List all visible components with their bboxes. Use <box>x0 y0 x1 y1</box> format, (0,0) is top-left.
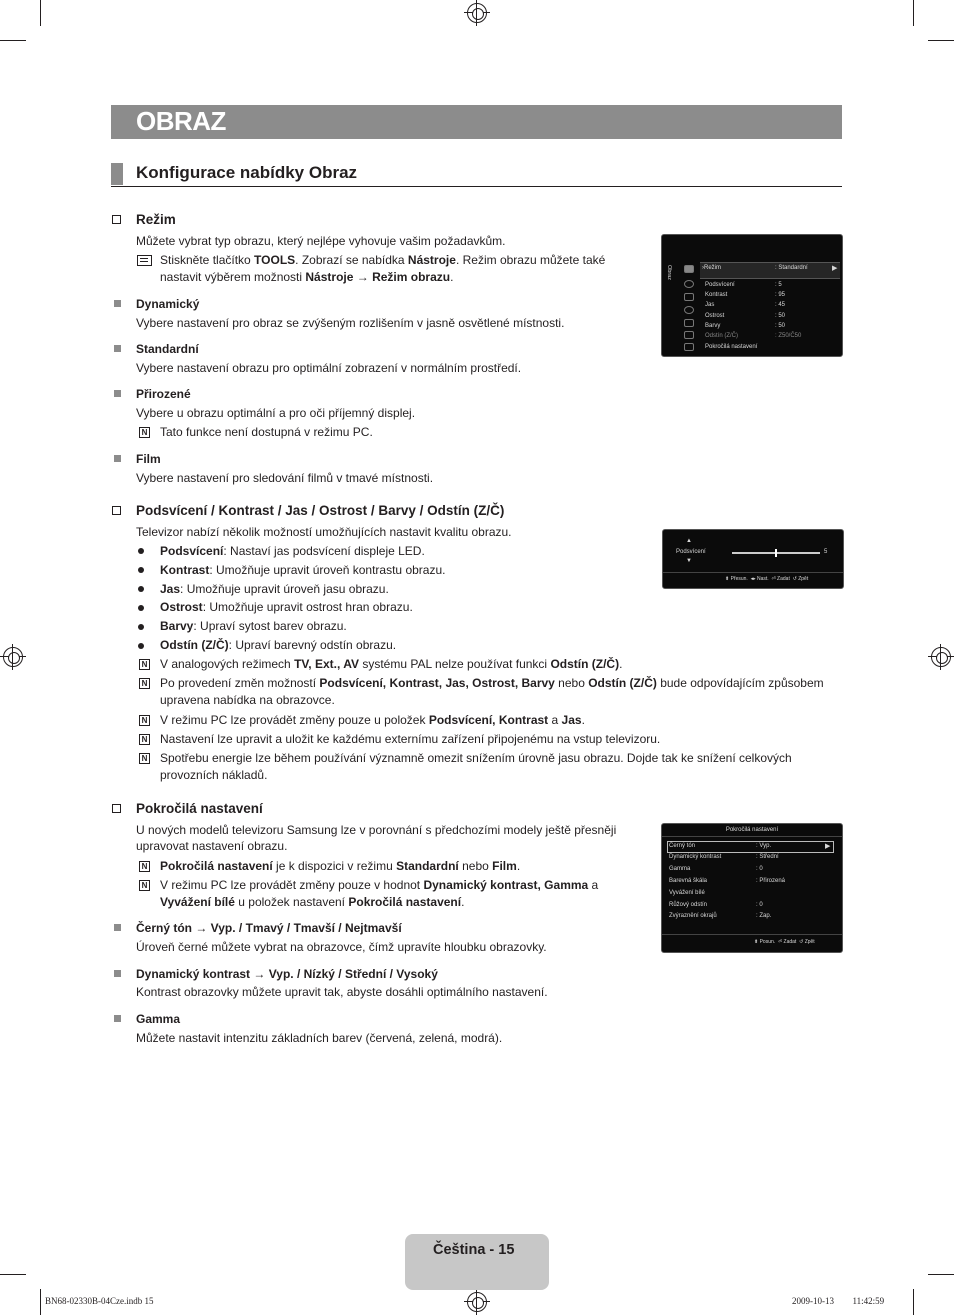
arrow-right-icon: ▶ <box>832 265 838 272</box>
osd-row-value: : 0 <box>756 866 763 872</box>
note-icon: N <box>139 427 150 438</box>
checkbox-bullet-icon <box>112 804 121 813</box>
osd-hints: ⬍ Přesun. ◂▸ Nast. ⏎ Zadat ↺ Zpět <box>725 576 809 582</box>
mode-film-desc: Vybere nastavení pro sledování filmů v tmavé místnosti. <box>136 471 434 485</box>
osd-divider <box>663 572 843 573</box>
note-icon: N <box>139 734 150 745</box>
bullet-dot-icon <box>138 643 144 649</box>
square-bullet-icon <box>114 390 121 397</box>
bullet-dot-icon <box>138 605 144 611</box>
osd-row-label: Ostrost <box>705 313 725 319</box>
osd-slider-label: Podsvícení <box>676 549 706 555</box>
slider-track[interactable] <box>732 552 820 554</box>
section-marker <box>111 163 123 185</box>
arrow-right-icon: ▶ <box>825 843 831 850</box>
note-icon: N <box>139 715 150 726</box>
square-bullet-icon <box>114 300 121 307</box>
mode-prirozene-name: Přirozené <box>136 387 191 401</box>
mode-dynamicky-name: Dynamický <box>136 297 200 311</box>
rezim-tools-line1: Stiskněte tlačítko TOOLS. Zobrazí se nabídka Nástroje. Režim obrazu můžete také <box>160 253 606 267</box>
print-slug-right: 2009-10-13 ￿￿ 11:42:59 <box>792 1296 885 1306</box>
crop-mark <box>0 1274 26 1275</box>
osd-row-label: Vyvážení bílé <box>669 890 705 896</box>
osd-row-value: : 50 <box>775 323 786 329</box>
note-icon: N <box>139 753 150 764</box>
bullet-item: Barvy: Upraví sytost barev obrazu. <box>160 619 347 633</box>
osd-row-value: : Vyp. <box>756 843 772 849</box>
cerny-ton-desc: Úroveň černé můžete vybrat na obrazovce, čímž upravíte hloubku obrazovky. <box>136 940 547 954</box>
osd-row-label: Dynamický kontrast <box>669 854 722 860</box>
support-icon <box>684 343 694 351</box>
osd-row-value: : Zap. <box>756 913 772 919</box>
osd-row-label: Černý tón <box>669 843 696 849</box>
gamma-name: Gamma <box>136 1012 181 1026</box>
osd-row-value: : 45 <box>775 302 786 308</box>
podsviceni-note5-line2: provozních nákladů. <box>160 768 268 782</box>
osd-row-value: : 5 <box>775 282 782 288</box>
mode-standardni-name: Standardní <box>136 342 199 356</box>
checkbox-bullet-icon <box>112 506 121 515</box>
podsviceni-intro: Televizor nabízí několik možností umožňujících nastavit kvalitu obrazu. <box>136 525 512 539</box>
pokrocila-note2: V režimu PC lze provádět změny pouze v hodnot Dynamický kontrast, Gamma a <box>160 878 599 892</box>
crop-mark <box>40 1289 41 1315</box>
down-arrow-icon: ▼ <box>686 558 692 564</box>
osd-row-value: : Přirozená <box>756 878 786 884</box>
osd-row-label: Růžový odstín <box>669 902 708 908</box>
bullet-dot-icon <box>138 624 144 630</box>
osd-row-value: : 0 <box>756 902 763 908</box>
podsviceni-note2: Po provedení změn možností Podsvícení, Kontrast, Jas, Ostrost, Barvy nebo Odstín (Z/Č) bude odpovídajícím způsobem <box>160 676 824 690</box>
osd-row-label: ›Režim <box>702 265 722 271</box>
podsviceni-note5: Spotřebu energie lze během používání významně omezit snížením úrovně jasu obrazu. Dojde tak ke snížení celkových <box>160 751 792 765</box>
rezim-heading: Režim <box>136 212 176 227</box>
osd-row-label: Barvy <box>705 323 721 329</box>
osd-row-value: : Z50/Č50 <box>775 333 802 339</box>
up-arrow-icon: ▲ <box>686 538 692 544</box>
crop-mark <box>913 1289 914 1315</box>
mode-prirozene-desc: Vybere u obrazu optimální a pro oči příjemný displej. <box>136 406 416 420</box>
square-bullet-icon <box>114 455 121 462</box>
podsviceni-note2-line2: upravena nabídka na obrazovce. <box>160 693 335 707</box>
registration-mark-icon <box>931 647 951 667</box>
osd-row-value: : 95 <box>775 292 786 298</box>
mode-film-name: Film <box>136 452 161 466</box>
bullet-dot-icon <box>138 567 144 573</box>
bullet-item: Jas: Umožňuje upravit úroveň jasu obrazu. <box>160 582 389 596</box>
bullet-dot-icon <box>138 586 144 592</box>
square-bullet-icon <box>114 345 121 352</box>
page-title: OBRAZ <box>136 106 226 136</box>
podsviceni-note1: V analogových režimech TV, Ext., AV systému PAL nelze používat funkci Odstín (Z/Č). <box>160 657 623 671</box>
registration-mark-icon <box>467 3 487 23</box>
square-bullet-icon <box>114 924 121 931</box>
pokrocila-note2-line2: Vyvážení bílé u položek nastavení Pokročilá nastavení. <box>160 895 465 909</box>
podsviceni-heading: Podsvícení / Kontrast / Jas / Ostrost / Barvy / Odstín (Z/Č) <box>136 503 505 518</box>
square-bullet-icon <box>114 1015 121 1022</box>
osd-row-label: Jas <box>705 302 715 308</box>
osd-hints: ⬍ Posun. ⏎ Zadat ↺ Zpět <box>754 939 815 945</box>
osd-row-label: Gamma <box>669 866 691 872</box>
osd-divider <box>662 836 842 837</box>
mode-prirozene-note: Tato funkce není dostupná v režimu PC. <box>160 425 373 439</box>
dynamicky-kontrast-desc: Kontrast obrazovky můžete upravit tak, abyste dosáhli optimálního nastavení. <box>136 985 548 999</box>
osd-side-label: Obraz <box>666 265 672 280</box>
osd-row-label: Pokročilá nastavení <box>705 344 758 350</box>
osd-row-label: Kontrast <box>705 292 728 298</box>
crop-mark <box>0 40 26 41</box>
bullet-item: Podsvícení: Nastaví jas podsvícení displeje LED. <box>160 544 425 558</box>
osd-row-value: : 50 <box>775 313 786 319</box>
dynamicky-kontrast-name: Dynamický kontrast → Vyp. / Nízký / Střední / Vysoký <box>136 967 438 981</box>
osd-advanced-settings <box>661 823 843 953</box>
section-divider <box>111 186 842 187</box>
bullet-item: Kontrast: Umožňuje upravit úroveň kontrastu obrazu. <box>160 563 446 577</box>
osd-slider-value: 5 <box>824 549 828 555</box>
print-slug-left: BN68-02330B-04Cze.indb 15 <box>45 1296 154 1306</box>
note-icon: N <box>139 678 150 689</box>
page-title-bar <box>111 105 842 139</box>
podsviceni-note3: V režimu PC lze provádět změny pouze u položek Podsvícení, Kontrast a Jas. <box>160 713 585 727</box>
osd-row-label: Barevná škála <box>669 878 708 884</box>
registration-mark-icon <box>3 647 23 667</box>
registration-mark-icon <box>467 1292 487 1312</box>
note-icon: N <box>139 659 150 670</box>
bullet-dot-icon <box>138 548 144 554</box>
mode-dynamicky-desc: Vybere nastavení pro obraz se zvýšeným rozlišením v jasně osvětlené místnosti. <box>136 316 565 330</box>
slider-thumb[interactable] <box>775 549 777 557</box>
osd-row-label: Podsvícení <box>705 282 735 288</box>
bullet-item: Ostrost: Umožňuje upravit ostrost hran obrazu. <box>160 600 413 614</box>
square-bullet-icon <box>114 970 121 977</box>
mode-standardni-desc: Vybere nastavení obrazu pro optimální zobrazení v normálním prostředí. <box>136 361 522 375</box>
osd-row-value: : Střední <box>756 854 779 860</box>
pokrocila-heading: Pokročilá nastavení <box>136 801 263 816</box>
osd-divider <box>662 934 842 935</box>
note-icon: N <box>139 880 150 891</box>
section-title: Konfigurace nabídky Obraz <box>136 163 358 182</box>
crop-mark <box>928 1274 954 1275</box>
checkbox-bullet-icon <box>112 215 121 224</box>
osd-row-value: : Standardní <box>775 265 808 271</box>
input-icon <box>684 319 694 327</box>
crop-mark <box>928 40 954 41</box>
osd-backlight-slider <box>662 529 844 589</box>
tools-icon <box>137 255 152 266</box>
crop-mark <box>913 0 914 26</box>
osd-picture-menu <box>661 234 843 357</box>
gamma-desc: Můžete nastavit intenzitu základních barev (červená, zelená, modrá). <box>136 1031 503 1045</box>
pokrocila-note1: Pokročilá nastavení je k dispozici v režimu Standardní nebo Film. <box>160 859 521 873</box>
sound-icon <box>684 280 694 288</box>
page-number: Čeština - 15 <box>433 1242 515 1258</box>
pokrocila-intro-line1: U nových modelů televizoru Samsung lze v porovnání s předchozími modely ještě přesněji <box>136 823 617 837</box>
picture-icon <box>684 265 694 273</box>
setup-icon <box>684 306 694 314</box>
pokrocila-intro-line2: upravovat nastavení obrazu. <box>136 839 288 853</box>
osd-row-label: Odstín (Z/Č) <box>705 333 739 339</box>
bullet-item: Odstín (Z/Č): Upraví barevný odstín obrazu. <box>160 638 397 652</box>
osd-row-label: Zvýraznění okrajů <box>669 913 717 919</box>
cerny-ton-name: Černý tón → Vyp. / Tmavý / Tmavší / Nejtmavší <box>136 921 402 935</box>
podsviceni-note4: Nastavení lze upravit a uložit ke každému externímu zařízení připojenému na vstup televizoru. <box>160 732 661 746</box>
crop-mark <box>40 0 41 26</box>
channel-icon <box>684 293 694 301</box>
application-icon <box>684 331 694 339</box>
osd-advanced-title: Pokročilá nastavení <box>725 827 779 833</box>
page-number-tab <box>405 1234 549 1290</box>
rezim-intro: Můžete vybrat typ obrazu, který nejlépe vyhovuje vašim požadavkům. <box>136 234 506 248</box>
note-icon: N <box>139 861 150 872</box>
rezim-tools-line2: nastavit výběrem možnosti Nástroje → Režim obrazu. <box>160 270 454 284</box>
